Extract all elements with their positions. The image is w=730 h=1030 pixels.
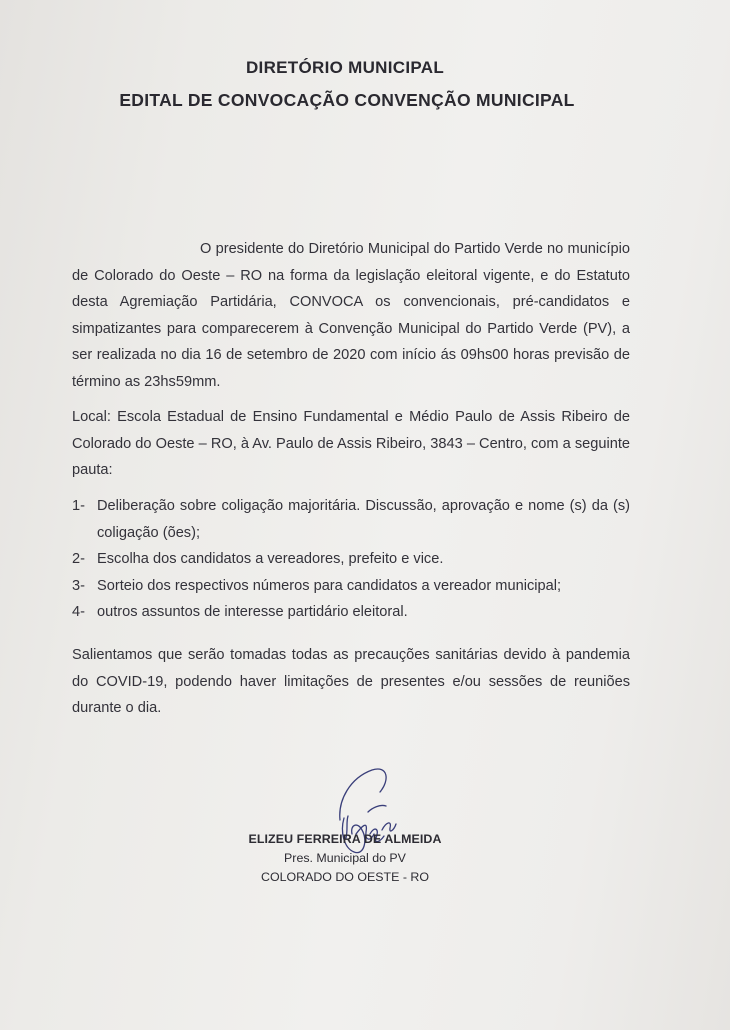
location-paragraph: Local: Escola Estadual de Ensino Fundamental e Médio Paulo de Assis Ribeiro de Colorado do Oeste – RO, à Av. Paulo de Assis Ribeiro, 3843 – Centro, com a seguinte pauta: <box>72 409 630 478</box>
document-heading-directory: DIRETÓRIO MUNICIPAL <box>245 58 445 77</box>
document-heading-notice: EDITAL DE CONVOCAÇÃO CONVENÇÃO MUNICIPAL <box>119 90 575 110</box>
agenda-item <box>72 546 630 573</box>
convocation-text: O presidente do Diretório Municipal do Partido Verde no município de Colorado do Oeste – RO na forma da legislação eleitoral vigente, e do Estatuto desta Agremiação Partidária, CONVOCA os convencionais, pré-candidatos e simpatizantes para comparecerem à Convenção Municipal do Partido Verde (PV), a ser realizada no dia 16 de setembro de 2020 com início ás 09hs00 horas previsão de término as 23hs59mm. <box>72 241 630 390</box>
agenda-item <box>72 599 630 626</box>
agenda-item-text: Sorteio dos respectivos números para candidatos a vereador municipal; <box>97 577 562 594</box>
agenda-item-number: 1- <box>72 498 85 514</box>
signatory-role: Pres. Municipal do PV <box>284 851 406 865</box>
agenda-item-text: Deliberação sobre coligação majoritária. Discussão, aprovação e nome (s) da (s) coligação (ões); <box>97 498 630 541</box>
agenda-item-number: 3- <box>72 577 85 594</box>
agenda-item <box>72 573 630 600</box>
agenda-item-text: Escolha dos candidatos a vereadores, prefeito e vice. <box>97 551 444 567</box>
signatory-location: COLORADO DO OESTE - RO <box>261 870 429 884</box>
agenda-list <box>72 493 630 626</box>
sanitary-notice-paragraph: Salientamos que serão tomadas todas as precauções sanitárias devido à pandemia do COVID-19, podendo haver limitações de presentes e/ou sessões de reuniões durante o dia. <box>72 647 630 716</box>
signatory-name: ELIZEU FERREIRA DE ALMEIDA <box>248 832 442 846</box>
convocation-paragraph <box>72 236 630 395</box>
signature-block <box>240 760 450 900</box>
agenda-item <box>72 493 630 546</box>
agenda-item-number: 2- <box>72 551 85 567</box>
agenda-item-number: 4- <box>72 604 85 620</box>
signatory-details <box>240 830 450 887</box>
agenda-item-text: outros assuntos de interesse partidário eleitoral. <box>97 604 408 620</box>
